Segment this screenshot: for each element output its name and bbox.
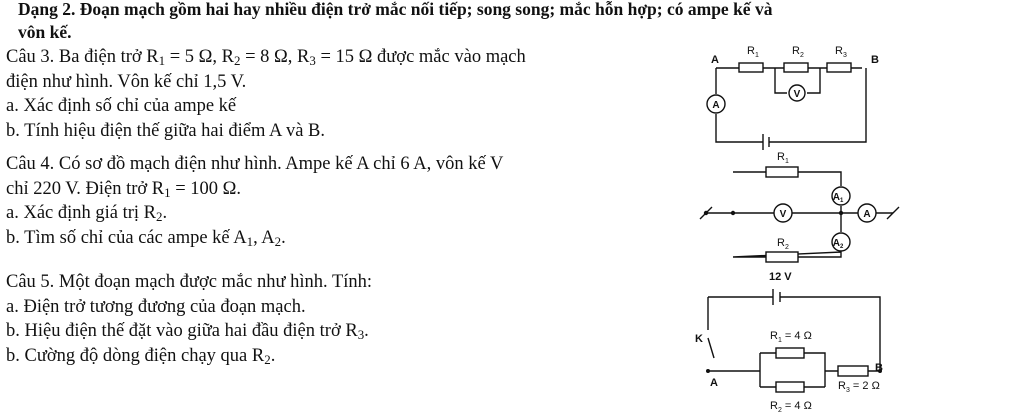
fig3-resistor-r1	[739, 63, 763, 72]
fig3-node-b-label: B	[871, 54, 879, 66]
fig5-switch-k-label: K	[695, 333, 703, 345]
fig3-r1-label: $R_1$	[747, 45, 759, 59]
fig5-switch-wire	[708, 297, 714, 358]
circuit-figure-5	[695, 271, 883, 414]
q4-line-2: chỉ 220 V. Điện trở $R_1 = 100$ Ω.	[6, 178, 242, 200]
fig3-voltmeter-label: V	[793, 89, 801, 100]
fig4-r1-label: $R_1$	[777, 151, 789, 165]
fig3-node-a-label: A	[711, 54, 719, 66]
heading-line-1: Dạng 2. Đoạn mạch gồm hai hay nhiều điện trở mắc nối tiếp; song song; mắc hỗn hợp; có ampe kế và	[18, 0, 773, 19]
fig5-node-a	[706, 369, 710, 373]
fig3-ammeter-label: A	[712, 100, 720, 111]
fig4-right-node	[839, 211, 843, 215]
fig5-r3-label: $R_3 = 2$ Ω	[838, 380, 880, 394]
fig3-r3-label: $R_3$	[835, 45, 847, 59]
fig5-r1-label: $R_1 = 4$ Ω	[770, 330, 812, 344]
fig5-node-a-label: A	[710, 377, 718, 389]
fig3-loop-wire	[716, 68, 866, 142]
circuit-figure-3	[707, 45, 879, 150]
fig4-ammeter-main-label: A	[863, 209, 871, 220]
fig4-resistor-r1	[766, 167, 798, 177]
fig3-battery-icon	[763, 134, 769, 150]
fig5-node-b-label: B	[875, 362, 883, 374]
q5-line-1: Câu 5. Một đoạn mạch được mắc như hình. Tính:	[6, 272, 373, 292]
q5-part-a: a. Điện trở tương đương của đoạn mạch.	[6, 296, 306, 317]
q3-part-b: b. Tính hiệu điện thế giữa hai điểm A và B.	[6, 120, 325, 141]
fig5-voltage-label: 12 V	[769, 271, 792, 283]
fig5-resistor-r3	[838, 366, 868, 376]
heading-line-2: vôn kế.	[18, 22, 72, 42]
fig4-left-node	[731, 211, 735, 215]
q3-intro: Câu 3. Ba điện trở $R_1 = 5$ Ω, $R_2 = 8$ Ω, $R_3 = 15$ Ω được mắc vào mạch	[6, 47, 526, 69]
q5-part-b: b. Hiệu điện thế đặt vào giữa hai đầu điện trở $R_3$.	[6, 321, 369, 343]
q3-line-2: điện như hình. Vôn kế chỉ 1,5 V.	[6, 71, 247, 92]
fig4-r2-label: $R_2$	[777, 237, 789, 251]
fig5-resistor-r1	[776, 348, 804, 358]
fig3-r2-label: $R_2$	[792, 45, 804, 59]
fig4-ammeter-a1-label: $A_1$	[832, 192, 844, 204]
fig4-voltmeter-label: V	[779, 209, 787, 220]
q4-part-a: a. Xác định giá trị $R_2$.	[6, 203, 168, 225]
fig3-resistor-r2	[784, 63, 808, 72]
q3-part-a: a. Xác định số chỉ của ampe kế	[6, 96, 237, 116]
fig5-resistor-r2	[776, 382, 804, 392]
q4-part-b: b. Tìm số chỉ của các ampe kế $A_1$, $A_2$.	[6, 227, 286, 249]
fig3-resistor-r3	[827, 63, 851, 72]
circuit-figure-4	[700, 151, 899, 262]
fig5-r2-label: $R_2 = 4$ Ω	[770, 400, 812, 414]
fig4-resistor-r2	[766, 252, 798, 262]
q4-line-1: Câu 4. Có sơ đồ mạch điện như hình. Ampe kế A chỉ 6 A, vôn kế V	[6, 154, 504, 174]
fig5-battery-icon	[773, 289, 780, 305]
q5-part-c: b. Cường độ dòng điện chạy qua $R_2$.	[6, 345, 276, 367]
fig4-ammeter-a2-label: $A_2$	[832, 238, 844, 250]
